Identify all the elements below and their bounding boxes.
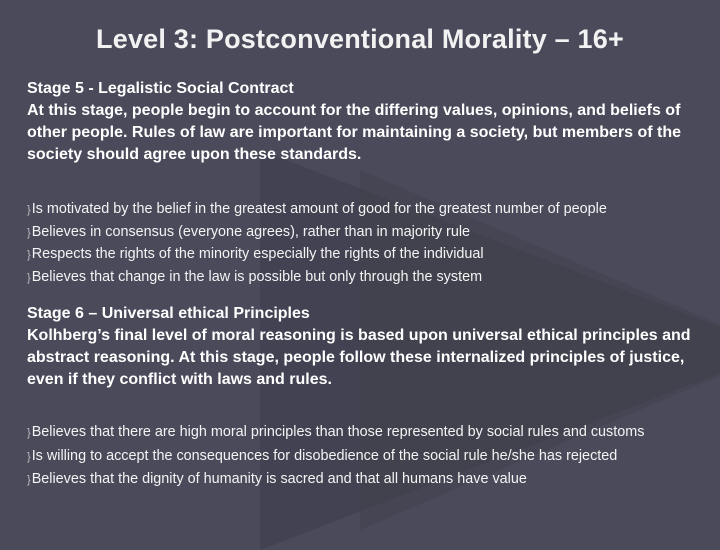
stage6-block [27,303,707,391]
stage6-description: Kolhberg’s final level of moral reasoning is based upon universal ethical principles and abstract reasoning. At this stage, people follow these internalized principles of justice, even if they conflict with laws and rules. [27,327,691,388]
bullet-mark: } [27,451,31,463]
list-item: }Believes that the dignity of humanity is sacred and that all humans have value [27,470,527,487]
bullet-mark: } [27,427,31,439]
bullet-mark: } [27,271,31,284]
stage6-bullet-list [27,424,707,491]
bullet-mark: } [27,249,31,261]
slide-content [27,78,707,491]
stage5-bullet-list [27,199,707,289]
list-item: }Believes that there are high moral principles than those represented by social rules and customs [27,424,645,440]
list-item: }Is motivated by the belief in the greatest amount of good for the greatest number of people [27,201,607,217]
list-item: }Is willing to accept the consequences for disobedience of the social rule he/she has rejected [27,448,618,464]
bullet-mark: } [27,226,31,239]
list-item: }Believes that change in the law is possible but only through the system [27,268,483,285]
slide-title: Level 3: Postconventional Morality – 16+ [96,24,624,54]
stage5-description: At this stage, people begin to account for the differing values, opinions, and beliefs of other people. Rules of law are important for maintaining a society, but members of the society should agree upon these standards. [27,102,682,163]
list-item: }Believes in consensus (everyone agrees), rather than in majority rule [27,223,471,240]
stage5-heading: Stage 5 - Legalistic Social Contract [27,80,294,97]
stage5-block [27,78,707,166]
bullet-mark: } [27,204,31,216]
bullet-mark: } [27,473,31,486]
list-item: }Respects the rights of the minority especially the rights of the individual [27,246,484,262]
stage6-heading: Stage 6 – Universal ethical Principles [27,305,310,322]
